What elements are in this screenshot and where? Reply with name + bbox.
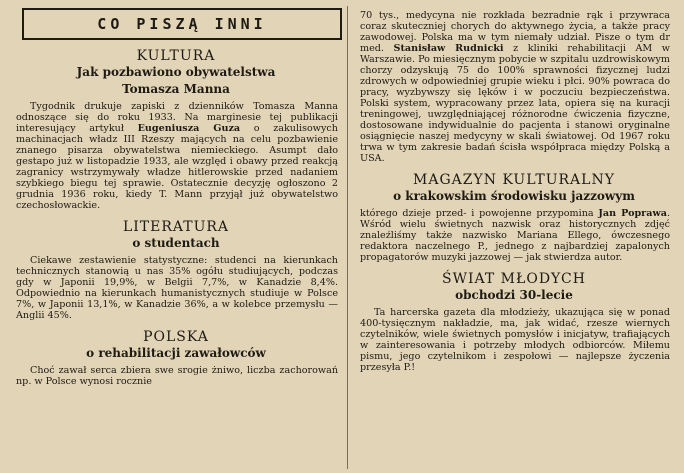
- section-kultura: KULTURA: [136, 48, 216, 64]
- article-kultura-author: Eugeniusza Guza: [137, 123, 241, 134]
- article-magazyn-author: Jan Poprawa: [598, 208, 667, 219]
- article-kultura: [16, 101, 338, 211]
- column-divider: [347, 6, 348, 469]
- article-magazyn: [360, 208, 670, 263]
- headline-magazyn: o krakowskim środowisku jazzowym: [393, 189, 635, 203]
- headline-kultura-2: Tomasza Manna: [122, 82, 230, 96]
- article-literatura: Ciekawe zestawienie statystyczne: studenci na kierunkach technicznych stanowią u nas 35% ogółu studiujących, podczas gdy w Japonii 19,9%, w Belgii 7,7%, w Kanadzie 8,4%. Odpowiednio na kierunkach humanistycznych studiuje w Polsce 7%, w Japonii 13,1%, w Kanadzie 36%, a w kolebce przemysłu — Anglii 45%.: [16, 255, 338, 321]
- section-polska: POLSKA: [143, 329, 209, 345]
- section-magazyn: MAGAZYN KULTURALNY: [413, 172, 615, 188]
- article-polska-rest: z kliniki rehabilitacji AM w Warszawie. Po miesięcznym pobycie w szpitalu uzdrowiskowym chorzy odzyskują 75 do 100% sprawności fizycznej ludzi zdrowych w odpowiedniej grupie wieku i płci. 90% powraca do pracy, wyzbywszy się lęków i w poczuciu bezpieczeństwa. Polski system, wypracowany przez lata, opiera się na kuracji treningowej, uwzględniającej różnorodne ćwiczenia fizyczne, dostosowane indywidualnie do pacjenta i stanowi oryginalne osiągnięcie naszej medycyny w skali światowej. Od 1967 roku trwa w tym zakresie badań ścisła współpraca między Polską a USA.: [360, 43, 671, 164]
- article-polska-author: Stanisław Rudnicki: [393, 43, 504, 54]
- article-kultura-rest: o zakulisowych machinacjach władz III Rzeszy mających na celu pozbawienie znanego pisarza obywatelstwa niemieckiego. Asumpt dało gestapo już w listopadzie 1933, ale względ i obawy przed reakcją zagranicy wstrzymywały władze hitlerowskie przed nadaniem szybkiego biegu tej sprawie. Ostatecznie decyzję ogłoszono 2 grudnia 1936 roku, kiedy T. Mann przyjął już obywatelstwo czechosłowackie.: [16, 123, 338, 211]
- article-kultura-text: Tygodnik drukuje zapiski z dzienników Tomasza Manna odnoszące się do roku 1933. Na marginesie tej publikacji interesujący artykuł: [16, 101, 338, 134]
- masthead: CO PISZĄ INNI: [22, 8, 342, 40]
- section-swiat: ŚWIAT MŁODYCH: [442, 271, 586, 287]
- headline-polska: o rehabilitacji zawałowców: [86, 346, 266, 360]
- article-polska: Choć zawał serca zbiera swe srogie żniwo, liczba zachorowań np. w Polsce wynosi rocznie: [16, 365, 338, 387]
- headline-literatura: o studentach: [132, 236, 220, 250]
- article-polska-cont-text: 70 tys., medycyna nie rozkłada bezradnie rąk i przywraca coraz skuteczniej chorych do aktywnego życia, a także pracy zawodowej. Polska ma w tym niemały udział. Pisze o tym dr med.: [360, 10, 670, 54]
- article-magazyn-rest: . Wśród wielu świetnych nazwisk oraz historycznych zdjęć znaleźliśmy także nazwisko Mariana Ellego, ówczesnego redaktora naczelnego P., jednego z najbardziej zapalonych propagatorów muzyki jazzowej — jak stwierdza autor.: [360, 208, 670, 263]
- article-magazyn-text: którego dzieje przed- i powojenne przypomina: [360, 208, 594, 219]
- headline-kultura-1: Jak pozbawiono obywatelstwa: [76, 65, 276, 79]
- right-column: [352, 0, 676, 473]
- article-swiat: Ta harcerska gazeta dla młodzieży, ukazująca się w ponad 400-tysięcznym nakładzie, ma, jak widać, rzesze wiernych czytelników, wiele świetnych pomysłów i inicjatyw, trafiających w zainteresowania i potrzeby młodych odbiorców. Miłemu pismu, jego czytelnikom i zespołowi — najlepsze życzenia przesyła P.!: [360, 307, 670, 373]
- section-literatura: LITERATURA: [122, 219, 230, 235]
- headline-swiat: obchodzi 30-lecie: [455, 288, 573, 302]
- article-polska-continued: [360, 10, 670, 164]
- left-column: [8, 0, 344, 473]
